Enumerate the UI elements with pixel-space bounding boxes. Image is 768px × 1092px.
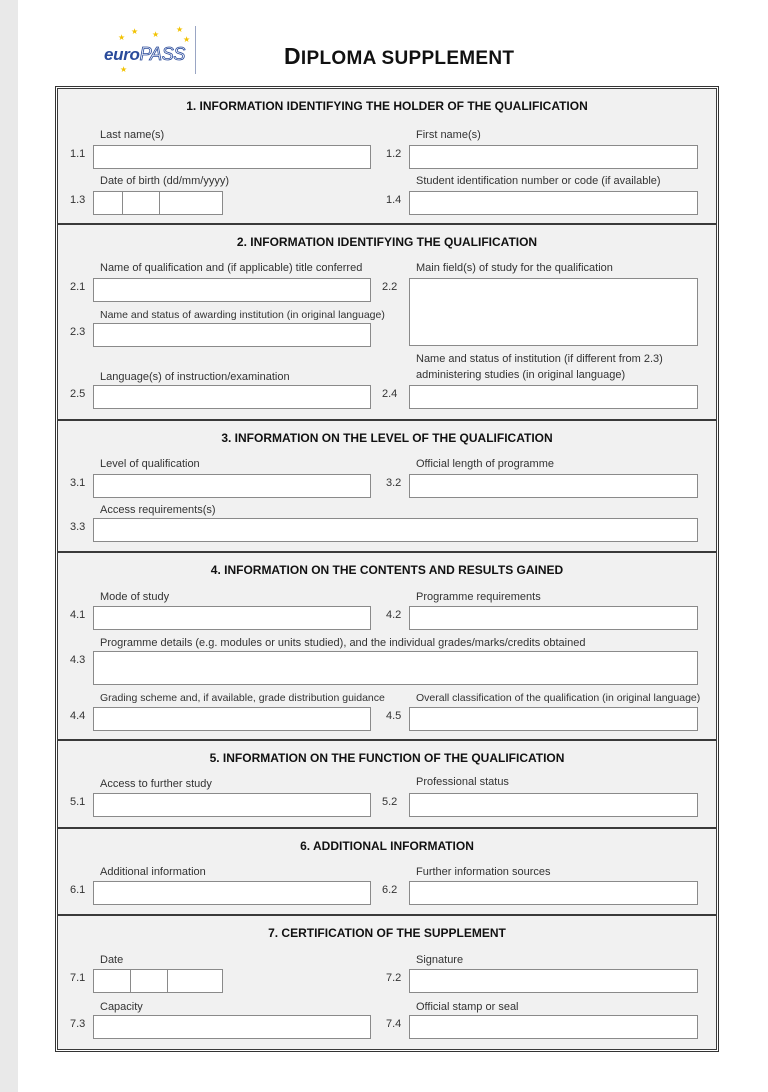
additional-information-field[interactable] [93, 881, 371, 905]
field-number: 6.1 [70, 884, 86, 896]
section-5 [57, 740, 717, 828]
field-label: Additional information [100, 866, 206, 878]
star-icon: ★ [118, 33, 126, 42]
field-label: Access to further study [100, 778, 212, 790]
section-1 [57, 88, 717, 224]
student-id-field[interactable] [409, 191, 698, 215]
field-label: Official length of programme [416, 458, 554, 470]
field-number: 4.3 [70, 654, 86, 666]
field-label: Last name(s) [100, 129, 165, 141]
section-4 [57, 552, 717, 740]
field-label: Level of qualification [100, 458, 200, 470]
field-label: Signature [416, 954, 464, 966]
field-number: 6.2 [382, 884, 398, 896]
field-number: 3.3 [70, 521, 86, 533]
field-number: 1.4 [386, 194, 402, 206]
grading-scheme-field[interactable] [93, 707, 371, 731]
field-number: 5.2 [382, 796, 398, 808]
section-2 [57, 224, 717, 420]
section-title: 1. INFORMATION IDENTIFYING THE HOLDER OF THE QUALIFICATION [186, 99, 588, 113]
field-number: 3.2 [386, 477, 402, 489]
field-label: Further information sources [416, 866, 551, 878]
professional-status-field[interactable] [409, 793, 698, 817]
field-label: First name(s) [416, 129, 481, 141]
field-label: Main field(s) of study for the qualification [416, 262, 613, 274]
awarding-institution-field[interactable] [93, 323, 371, 347]
section-title: 5. INFORMATION ON THE FUNCTION OF THE QUALIFICATION [209, 751, 565, 765]
field-number: 4.2 [386, 609, 402, 621]
field-label: Professional status [416, 776, 509, 788]
field-label: Date of birth (dd/mm/yyyy) [100, 175, 229, 187]
date-of-birth-field[interactable] [93, 191, 223, 215]
field-label: Access requirements(s) [100, 504, 216, 516]
field-number: 5.1 [70, 796, 86, 808]
field-label: Name and status of awarding institution (in original language) [100, 309, 385, 321]
logo-divider [195, 26, 196, 74]
field-number: 7.3 [70, 1018, 86, 1030]
field-label: Name of qualification and (if applicable) title conferred [100, 262, 363, 274]
section-3 [57, 420, 717, 552]
field-number: 2.3 [70, 326, 86, 338]
section-title: 4. INFORMATION ON THE CONTENTS AND RESULTS GAINED [210, 563, 564, 577]
section-title: 6. ADDITIONAL INFORMATION [300, 839, 474, 853]
field-label: Name and status of institution (if different from 2.3) [416, 353, 663, 365]
field-number: 7.2 [386, 972, 402, 984]
section-title: 7. CERTIFICATION OF THE SUPPLEMENT [268, 926, 506, 940]
star-icon: ★ [183, 35, 191, 44]
field-label: Language(s) of instruction/examination [100, 371, 290, 383]
field-label: Official stamp or seal [416, 1001, 519, 1013]
further-information-sources-field[interactable] [409, 881, 698, 905]
document-title: DIPLOMA SUPPLEMENT [284, 43, 515, 69]
mode-of-study-field[interactable] [93, 606, 371, 630]
qualification-name-field[interactable] [93, 278, 371, 302]
language-field[interactable] [93, 385, 371, 409]
programme-length-field[interactable] [409, 474, 698, 498]
field-label-line2: administering studies (in original language) [416, 369, 626, 381]
field-number: 4.4 [70, 710, 86, 722]
field-number: 7.4 [386, 1018, 402, 1030]
field-number: 1.3 [70, 194, 86, 206]
field-number: 4.1 [70, 609, 86, 621]
field-number: 7.1 [70, 972, 86, 984]
field-number: 2.2 [382, 281, 398, 293]
field-number: 2.1 [70, 281, 86, 293]
section-6 [57, 828, 717, 915]
overall-classification-field[interactable] [409, 707, 698, 731]
access-requirements-field[interactable] [93, 518, 698, 542]
certification-date-field[interactable] [93, 969, 223, 993]
last-name-field[interactable] [93, 145, 371, 169]
field-number: 3.1 [70, 477, 86, 489]
star-icon: ★ [131, 27, 139, 36]
access-further-study-field[interactable] [93, 793, 371, 817]
logo-text: euroPASS [104, 44, 186, 64]
field-label: Date [100, 954, 124, 966]
star-icon: ★ [120, 65, 128, 74]
section-title: 3. INFORMATION ON THE LEVEL OF THE QUALIFICATION [221, 431, 553, 445]
signature-field[interactable] [409, 969, 698, 993]
field-number: 1.2 [386, 148, 402, 160]
field-label: Programme requirements [416, 591, 541, 603]
field-number: 2.4 [382, 388, 398, 400]
capacity-field[interactable] [93, 1015, 371, 1039]
field-number: 4.5 [386, 710, 402, 722]
field-number: 1.1 [70, 148, 86, 160]
section-7 [57, 915, 717, 1050]
programme-requirements-field[interactable] [409, 606, 698, 630]
programme-details-field[interactable] [93, 651, 698, 685]
level-of-qualification-field[interactable] [93, 474, 371, 498]
field-label: Programme details (e.g. modules or units studied), and the individual grades/marks/credits obtained [100, 637, 586, 649]
official-stamp-field[interactable] [409, 1015, 698, 1039]
field-label: Mode of study [100, 591, 170, 603]
field-label: Student identification number or code (if available) [416, 175, 661, 187]
administering-institution-field[interactable] [409, 385, 698, 409]
first-name-field[interactable] [409, 145, 698, 169]
field-label: Grading scheme and, if available, grade distribution guidance [100, 692, 385, 704]
section-title: 2. INFORMATION IDENTIFYING THE QUALIFICATION [236, 235, 538, 249]
field-label: Overall classification of the qualification (in original language) [416, 692, 701, 704]
field-number: 2.5 [70, 388, 86, 400]
star-icon: ★ [176, 25, 184, 34]
star-icon: ★ [152, 30, 160, 39]
main-field-of-study-field[interactable] [409, 278, 698, 346]
field-label: Capacity [100, 1001, 143, 1013]
